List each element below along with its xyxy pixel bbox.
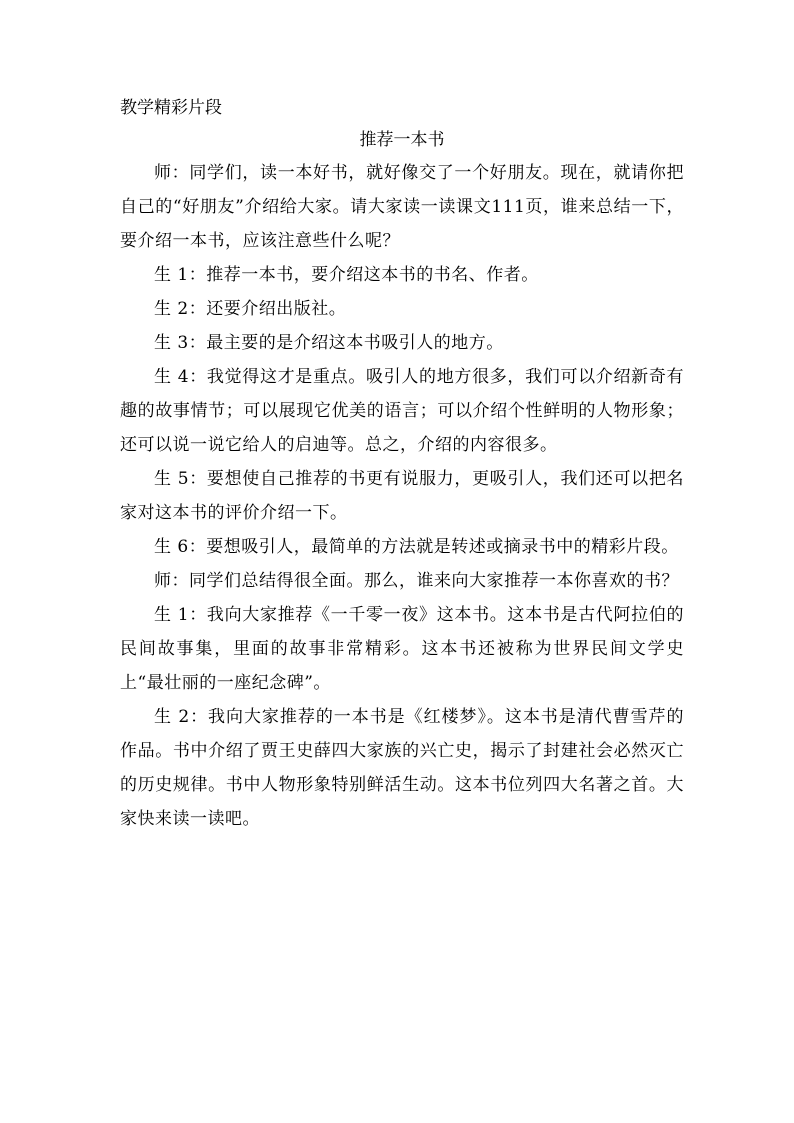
- paragraph-student-1: 生 1：推荐一本书，要介绍这本书的书名、作者。: [154, 265, 539, 285]
- paragraph-student-5: 生 5：要想使自己推荐的书更有说服力，更吸引人，我们还可以把名家对这本书的评价介绍一下。: [120, 469, 684, 523]
- document-title: 推荐一本书: [359, 130, 445, 150]
- paragraph-student-3: 生 3：最主要的是介绍这本书吸引人的地方。: [154, 333, 504, 353]
- paragraph-teacher-question: 师：同学们总结得很全面。那么，谁来向大家推荐一本你喜欢的书？: [154, 571, 679, 591]
- paragraph-student-4: 生 4：我觉得这才是重点。吸引人的地方很多，我们可以介绍新奇有趣的故事情节；可以展现它优美的语言；可以介绍个性鲜明的人物形象；还可以说一说它给人的启迪等。总之，介绍的内容很多。: [120, 367, 684, 455]
- paragraph-teacher-intro: 师：同学们，读一本好书，就好像交了一个好朋友。现在，就请你把自己的“好朋友”介绍给大家。请大家读一读课文111页，谁来总结一下，要介绍一本书，应该注意些什么呢？: [120, 163, 684, 251]
- paragraph-student-6: 生 6：要想吸引人，最简单的方法就是转述或摘录书中的精彩片段。: [154, 537, 679, 557]
- section-heading: 教学精彩片段: [120, 98, 222, 118]
- document-page: [120, 92, 684, 836]
- paragraph-student-2: 生 2：还要介绍出版社。: [154, 299, 347, 319]
- paragraph-recommend-1: 生 1：我向大家推荐《一千零一夜》这本书。这本书是古代阿拉伯的民间故事集，里面的故事非常精彩。这本书还被称为世界民间文学史上“最壮丽的一座纪念碑”。: [120, 605, 684, 693]
- paragraph-recommend-2: 生 2：我向大家推荐的一本书是《红楼梦》。这本书是清代曹雪芹的作品。书中介绍了贾王史薛四大家族的兴亡史，揭示了封建社会必然灭亡的历史规律。书中人物形象特别鲜活生动。这本书位列四大名著之首。大家快来读一读吧。: [120, 707, 684, 829]
